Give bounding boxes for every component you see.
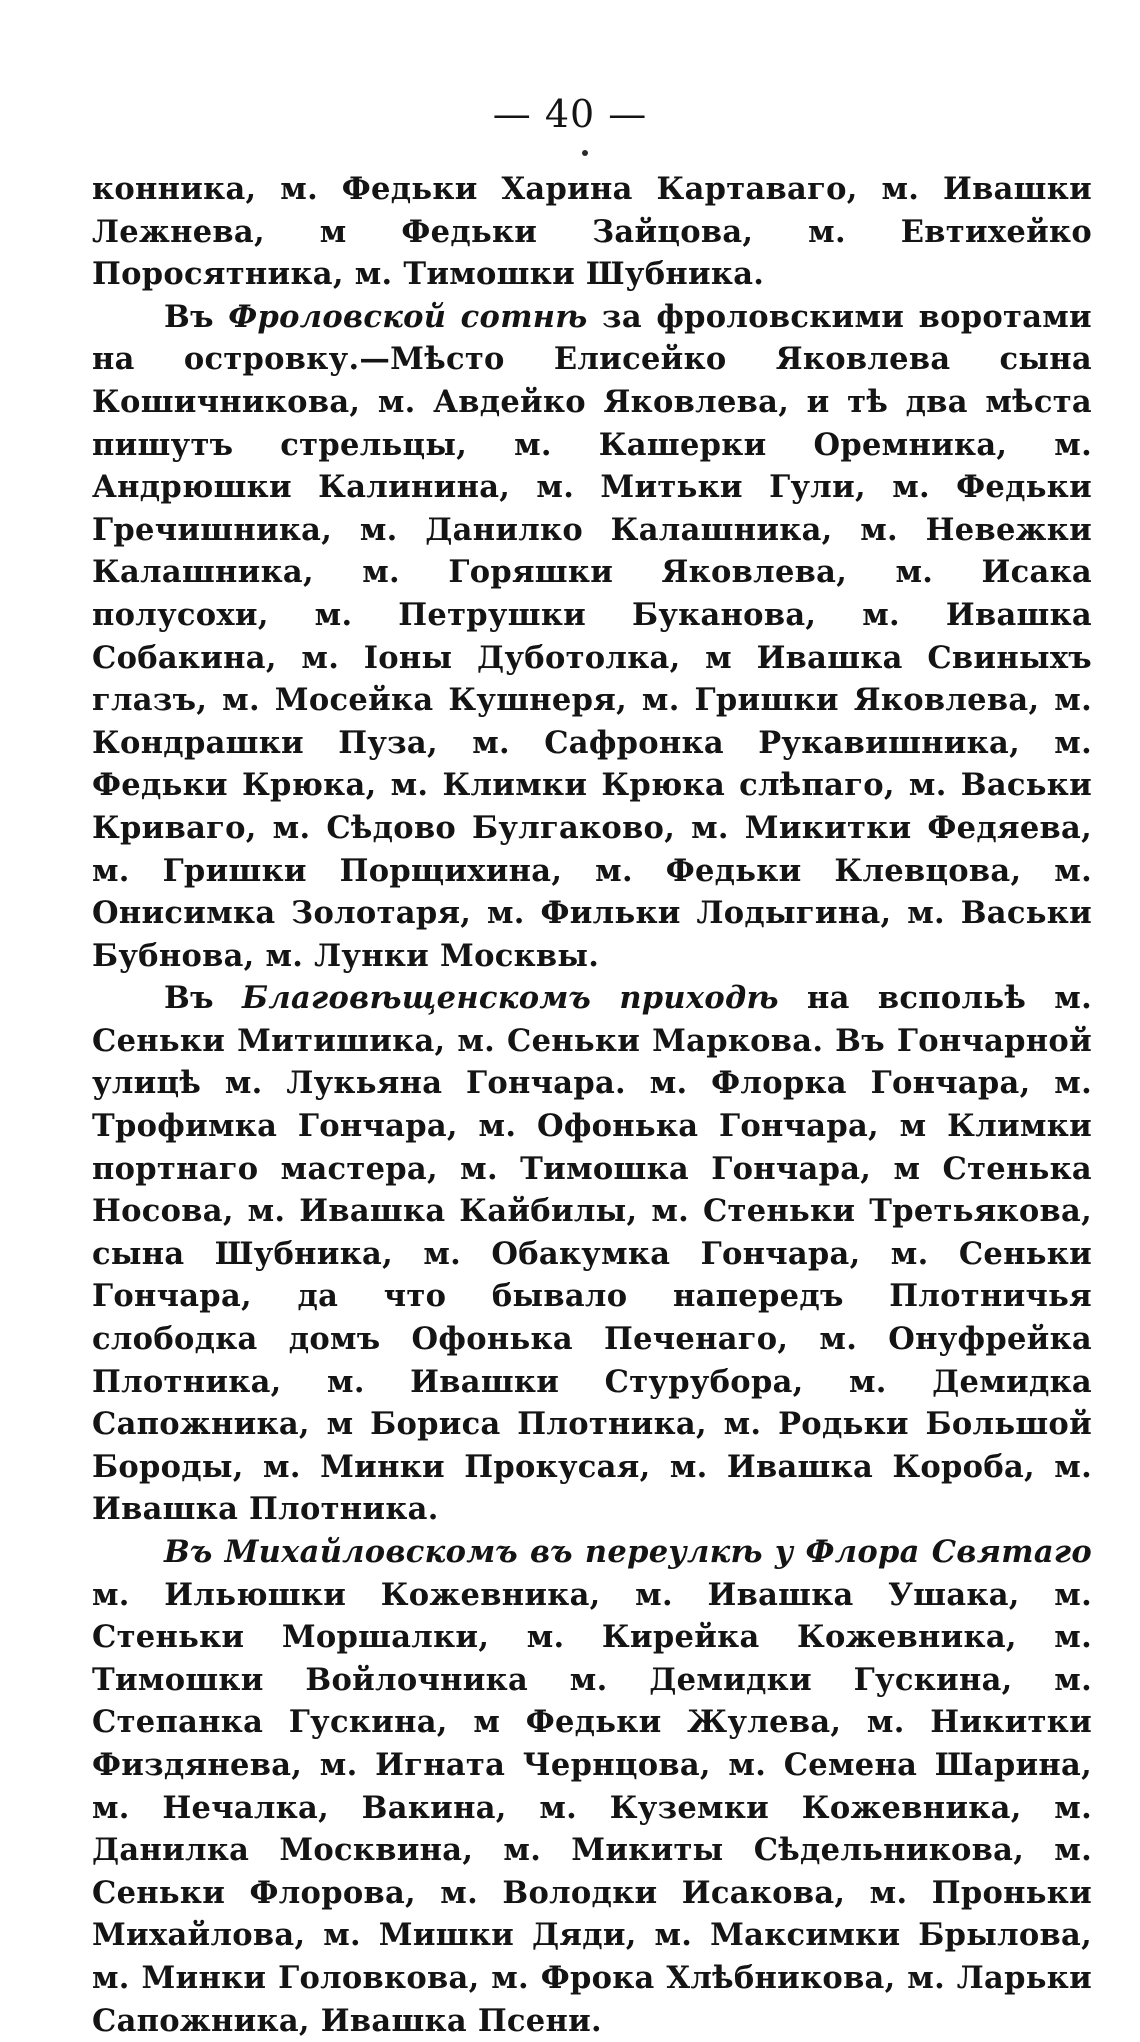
paragraph-4 [92, 1531, 1092, 2042]
paragraph-4-heading: Въ Михайловскомъ въ переулкѣ у Флора Святаго [164, 1534, 1092, 1570]
paragraph-4-text: м. Ильюшки Кожевника, м. Ивашка Ушака, м. Стеньки Моршалки, м. Кирейка Кожевника, м. Тимошки Войлочника м. Демидки Гускина, м. Степанка Гускина, м Федьки Жулева, м. Никитки Физдянева, м. Игната Чернцова, м. Семена Шарина, м. Нечалка, Вакина, м. Куземки Кожевника, м. Данилка Москвина, м. Микиты Сѣдельникова, м. Сеньки Флорова, м. Володки Исакова, м. Проньки Михайлова, м. Мишки Дяди, м. Максимки Брылова, м. Минки Головкова, м. Фрока Хлѣбникова, м. Ларьки Сапожника, Ивашка Псени. [92, 1576, 1092, 2039]
paragraph-2 [92, 296, 1092, 978]
ink-speck [582, 150, 588, 156]
paragraph-2-text: за фроловскими воротами на островку.—Мѣсто Елисейко Яковлева сына Кошичникова, м. Авдейко Яковлева, и тѣ два мѣста пишутъ стрельцы, м. Кашерки Оремника, м. Андрюшки Калинина, м. Митьки Гули, м. Федьки Гречишника, м. Данилко Калашника, м. Невежки Калашника, м. Горяшки Яковлева, м. Исака полусохи, м. Петрушки Буканова, м. Ивашка Собакина, м. Іоны Дуботолка, м Ивашка Свиныхъ глазъ, м. Мосейка Кушнеря, м. Гришки Яковлева, м. Кондрашки Пуза, м. Сафронка Рукавишника, м. Федьки Крюка, м. Климки Крюка слѣпаго, м. Васьки Криваго, м. Сѣдово Булгаково, м. Микитки Федяева, м. Гришки Порщихина, м. Федьки Клевцова, м. Онисимка Золотаря, м. Фильки Лодыгина, м. Васьки Бубнова, м. Лунки Москвы. [92, 298, 1092, 974]
paragraph-2-heading: Фроловской сотнѣ [228, 298, 588, 335]
paragraph-3 [92, 977, 1092, 1531]
paragraph-3-lead: Въ [164, 980, 242, 1017]
paragraph-1 [92, 168, 1092, 296]
page-number: — 40 — [492, 92, 648, 136]
paragraph-1-text: конника, м. Федьки Харина Картаваго, м. Ивашки Лежнева, м Федьки Зайцова, м. Евтихейко Поросятника, м. Тимошки Шубника. [92, 171, 1092, 293]
paragraph-3-heading: Благовѣщенскомъ приходѣ [241, 980, 779, 1017]
body-text [92, 168, 1092, 2042]
paragraph-3-text: на вспольѣ м. Сеньки Митишика, м. Сеньки Маркова. Въ Гончарной улицѣ м. Лукьяна Гончара. м. Флорка Гончара, м. Трофимка Гончара, м. Офонька Гончара, м Климки портнаго мастера, м. Тимошка Гончара, м Стенька Носова, м. Ивашка Кайбилы, м. Стеньки Третьякова, сына Шубника, м. Обакумка Гончара, м. Сеньки Гончара, да что бывало напередъ Плотничья слободка домъ Офонька Печенаго, м. Онуфрейка Плотника, м. Ивашки Стурубора, м. Демидка Сапожника, м Бориса Плотника, м. Родьки Большой Бороды, м. Минки Прокусая, м. Ивашка Короба, м. Ивашка Плотника. [92, 980, 1093, 1528]
paragraph-2-lead: Въ [164, 298, 229, 335]
